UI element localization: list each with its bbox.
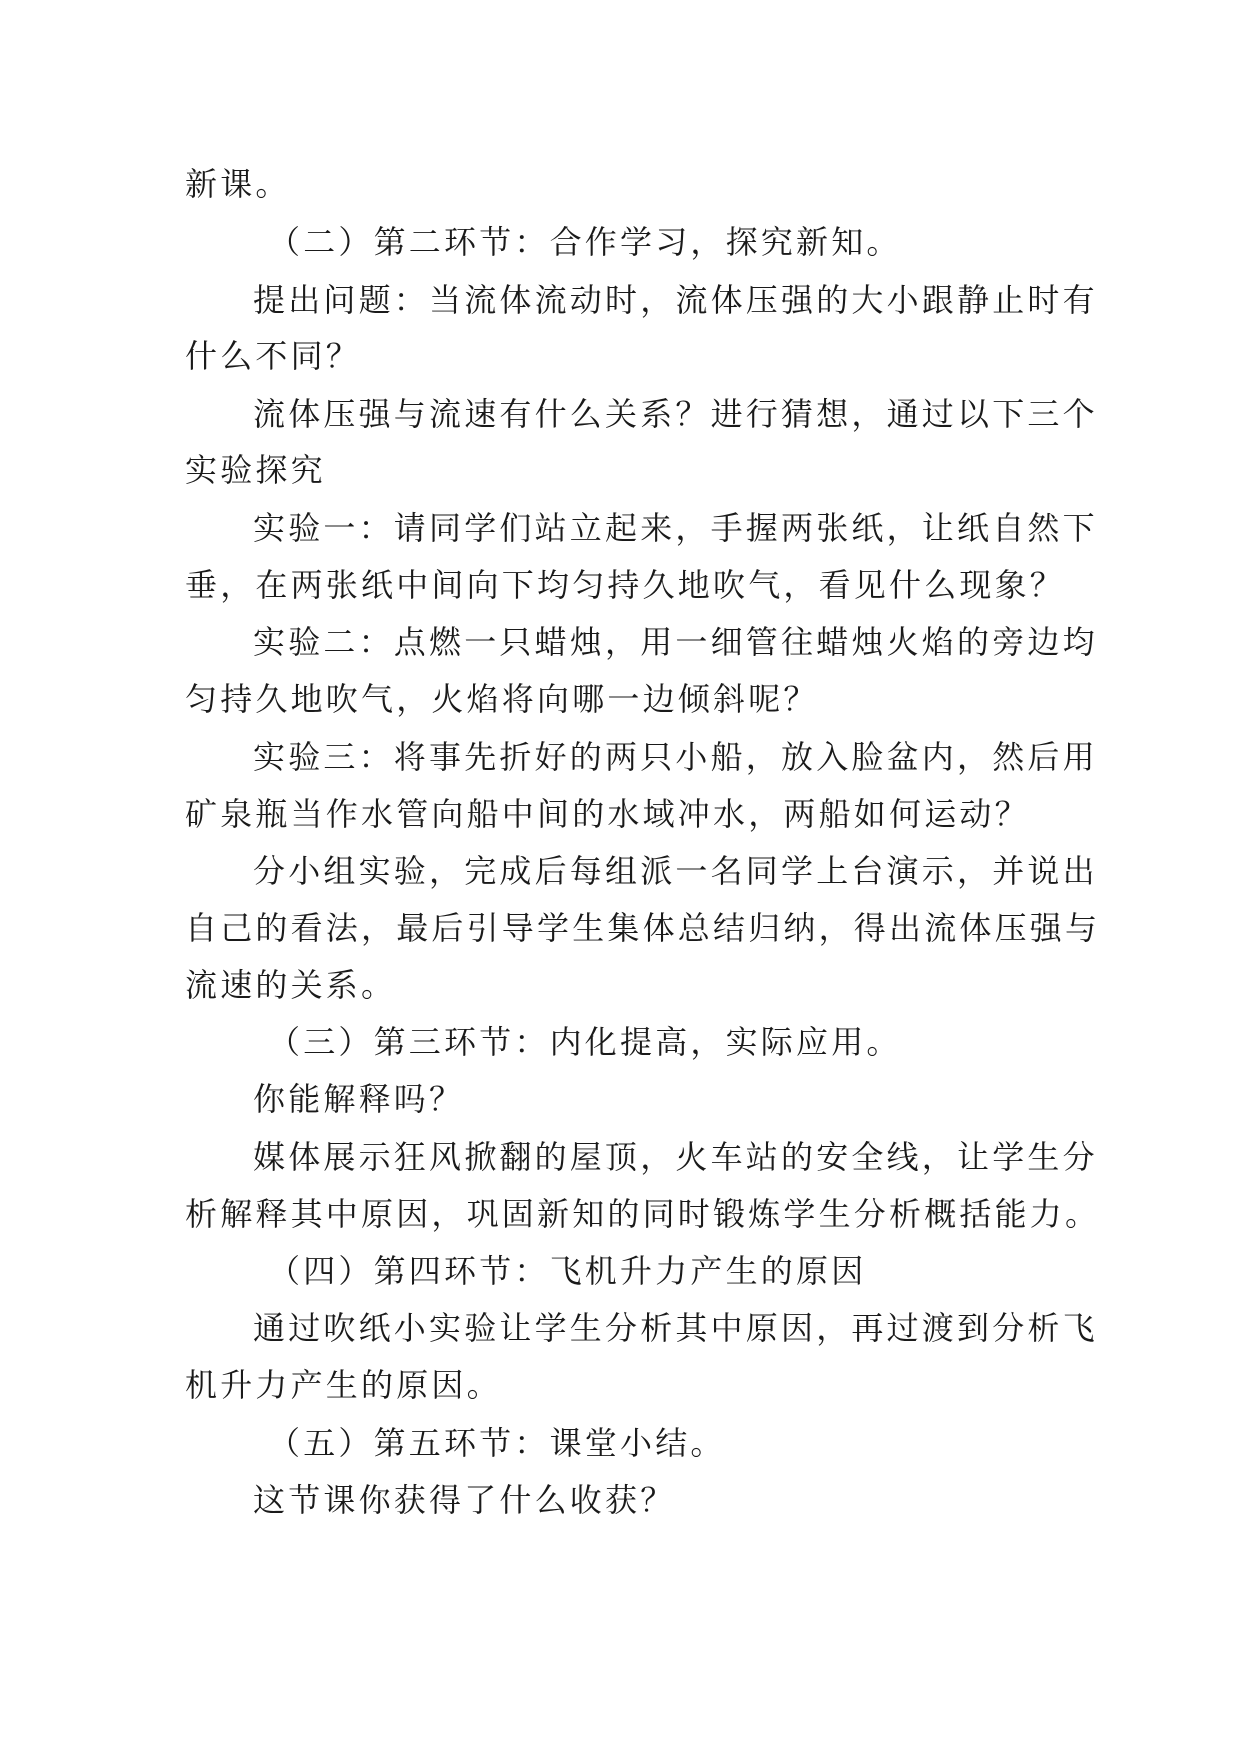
section-heading-4: （四）第四环节：飞机升力产生的原因 xyxy=(268,1252,867,1290)
text-line: 矿泉瓶当作水管向船中间的水域冲水，两船如何运动？ xyxy=(185,795,1030,833)
text-line: 通过吹纸小实验让学生分析其中原因，再过渡到分析飞 xyxy=(253,1309,1098,1347)
text-line: 匀持久地吹气，火焰将向哪一边倾斜呢？ xyxy=(185,680,819,718)
text-line: 析解释其中原因，巩固新知的同时锻炼学生分析概括能力。 xyxy=(185,1195,1101,1233)
text-line: 你能解释吗？ xyxy=(253,1080,465,1118)
text-line: 实验一：请同学们站立起来，手握两张纸，让纸自然下 xyxy=(253,509,1098,547)
text-line: 实验探究 xyxy=(185,451,326,489)
text-line: 自己的看法，最后引导学生集体总结归纳，得出流体压强与 xyxy=(185,909,1101,947)
text-line: 垂，在两张纸中间向下均匀持久地吹气，看见什么现象？ xyxy=(185,566,1066,604)
text-line: 新课。 xyxy=(185,165,291,203)
text-line: 机升力产生的原因。 xyxy=(185,1366,502,1404)
section-heading-3: （三）第三环节：内化提高，实际应用。 xyxy=(268,1023,902,1061)
text-line: 实验二：点燃一只蜡烛，用一细管往蜡烛火焰的旁边均 xyxy=(253,623,1098,661)
text-line: 媒体展示狂风掀翻的屋顶，火车站的安全线，让学生分 xyxy=(253,1138,1098,1176)
section-heading-2: （二）第二环节：合作学习，探究新知。 xyxy=(268,223,902,261)
section-heading-5: （五）第五环节：课堂小结。 xyxy=(268,1424,726,1462)
text-line: 什么不同？ xyxy=(185,337,362,375)
text-line: 分小组实验，完成后每组派一名同学上台演示，并说出 xyxy=(253,852,1098,890)
text-line: 这节课你获得了什么收获？ xyxy=(253,1481,676,1519)
text-line: 提出问题：当流体流动时，流体压强的大小跟静止时有 xyxy=(253,281,1098,319)
text-line: 流体压强与流速有什么关系？进行猜想，通过以下三个 xyxy=(253,395,1098,433)
text-line: 流速的关系。 xyxy=(185,966,397,1004)
text-line: 实验三：将事先折好的两只小船，放入脸盆内，然后用 xyxy=(253,738,1098,776)
